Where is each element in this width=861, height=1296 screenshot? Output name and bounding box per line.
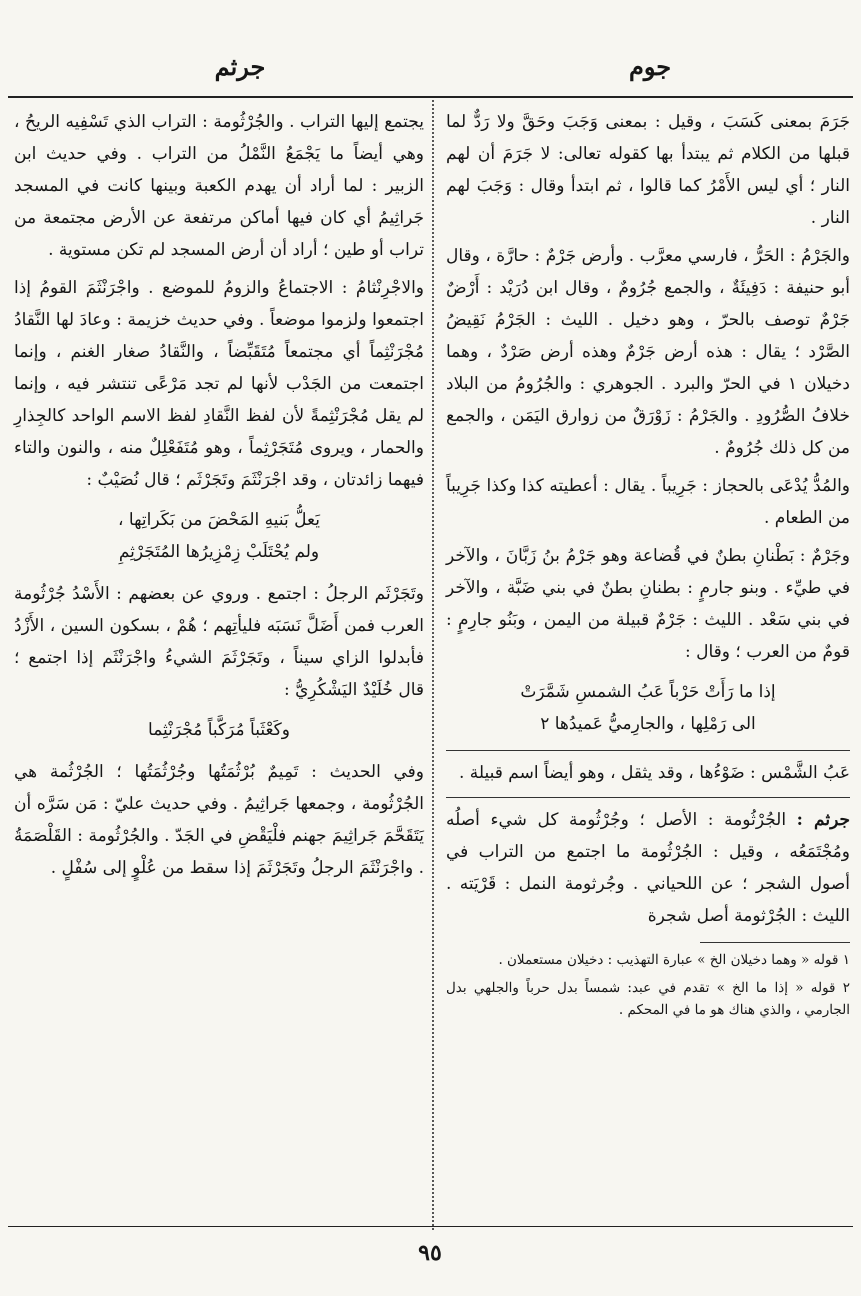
separator-rule [446, 797, 850, 798]
paragraph: والاجْرِنْثامُ : الاجتماعُ والزومُ للموضع . واجْرَنْثَمَ القومُ إذا اجتمعوا ولزموا موضعاً . وفي حديث خزيمة : وعادَ لها النَّقادُ مُجْرَنْثِماً أي مجتمعاً مُتَقَبِّضاً ، والنَّقادُ صغار الغنم ، وإنما اجتمعت من الجَدْب لأنها لم تجد مَرْعًى تنتشر فيه ، وإنما لم يقل مُجْرَنْثِمةً لأن لفظ النَّقادِ لفظ الاسم الواحد كالجِذارِ والحمار ، ويروى مُتَجَرْثِماً ، وهو مُتَفَعْلِلٌ منه ، والنون والتاء فيهما زائدتان ، وقد اجْرَنْثَمَ وتَجَرْثَم ؛ قال نُصَيْبٌ : [14, 278, 424, 490]
entry-paragraph [446, 804, 850, 932]
header-rule [8, 96, 853, 98]
paragraph: وجَرْمٌ : بَطْنانِ بطنٌ في قُضاعة وهو جَرْمُ بنُ زَبَّانَ ، والآخر في طيِّء . وبنو جارمٍ : بطنانِ بطنٌ في بني ضَبَّة ، والآخر في بني سَعْد . الليث : جَرْمٌ قبيلة من اليمن ، وبَنُو جارِمٍ : قومٌ من العرب ؛ وقال : [446, 546, 850, 662]
verse-line: وكَعْثَباً مُرَكَّباً مُجْرَنْثِما [148, 720, 290, 740]
verse [446, 676, 850, 740]
entry-headword: جرثم : [796, 810, 850, 830]
paragraph: والجَرْمُ : الحَرُّ ، فارسي معرَّب . وأرض جَرْمٌ : حارَّة ، وقال أبو حنيفة : دَفِيئَةٌ ، والجمع جُرُومٌ ، وقال ابن دُرَيْد : أَرْضٌ جَرْمٌ توصف بالحرّ ، وهو دخيل . الليث : الجَرْمُ نَقِيضُ الصَّرْد ؛ يقال : هذه أرض جَرْمٌ وهذه أرض صَرْدٌ ، وهما دخيلان ١ في الحرّ والبرد . الجوهري : والجُرُومُ من البلاد خلافُ الصُّرُودِ . والجَرْمُ : زَوْرَقٌ من زوارق اليَمَن ، والجمع من كل ذلك جُرُومٌ . [446, 246, 850, 458]
column-divider [432, 100, 434, 1230]
verse-line: إذا ما رَأَتْ حَرْباً عَبُ الشمسِ شَمَّرَتْ [520, 682, 776, 702]
paragraph: يجتمع إليها التراب . والجُرْثُومة : التراب الذي تَسْفِيه الريحُ ، وهي أيضاً ما يَجْمَعُ النَّمْلُ من التراب . وفي حديث ابن الزبير : لما أراد أن يهدم الكعبة وبينها كانت في المسجد جَراثِيمُ أي كان فيها أماكن مرتفعة عن الأرض مجتمعة من تراب أو طين ؛ أراد أن أرض المسجد لم تكن مستوية . [14, 112, 424, 260]
verse [14, 504, 424, 568]
verse-line: الى رَمْلِها ، والجارِميُّ عَميدُها ٢ [540, 714, 756, 734]
entry-text: الجُرْثُومة : الأصل ؛ وجُرْثُومة كل شيء أصلُه ومُجْتَمَعُه ، وقيل : الجُرْثُومة ما اجتمع من التراب في أصول الشجر ؛ عن اللحياني . وجُرثومة النمل : قَرْيَته . الليث : الجُرْثومة أصل شجرة [446, 810, 850, 926]
separator-rule [446, 750, 850, 751]
paragraph: عَبُ الشَّمْس : ضَوْءُها ، وقد يثقل ، وهو أيضاً اسم قبيلة . [458, 763, 850, 783]
paragraph: جَرَمَ بمعنى كَسَبَ ، وقيل : بمعنى وَجَبَ وحَقَّ ولا رَدٌّ لما قبلها من الكلام ثم يبتدأ بها كقوله تعالى: لا جَرَمَ أن لهم النار ؛ أي ليس الأَمْرُ كما قالوا ، ثم ابتدأ وقال : وَجَبَ لهم النار . [446, 112, 850, 228]
footnote: ١ قوله « وهما دخيلان الخ » عبارة التهذيب : دخيلان مستعملان . [498, 952, 850, 968]
paragraph: والمُدُّ يُدْعَى بالحجاز : جَرِيباً . يقال : أعطيته كذا وكذا جَرِيباً من الطعام . [446, 476, 850, 528]
footnote-rule [700, 942, 850, 943]
verse [14, 714, 424, 746]
header-word-left: جرثم [214, 52, 266, 81]
header-word-right: جوم [628, 52, 672, 81]
footnote: ٢ قوله « إذا ما الخ » تقدم في عبد: شمساً بدل حرباً والجلهي بدل الجارمي ، والذي هناك هو ما في المحكم . [446, 980, 850, 1018]
left-column [14, 106, 424, 890]
paragraph: وتَجَرْثَم الرجلُ : اجتمع . وروي عن بعضهم : الأَسْدُ جُرْثُومة العرب فمن أَضَلَّ نَسَبَه فليأتِهم ؛ هُمْ ، بسكون السين ، الأَزْدُ فأبدلوا الزاي سيناً ، وتَجَرْثَمَ الشيءُ واجْرَنْثَم إذا اجتمع ؛ قال خُلَيْدٌ اليَشْكُرِيُّ : [14, 584, 424, 700]
right-column [446, 106, 850, 1027]
page-number: ٩٥ [418, 1240, 442, 1266]
bottom-rule [8, 1226, 853, 1227]
verse-line: ولم يُحْتَلَبْ زِمْزِيرُها المُتَجَرْثِمِ [118, 542, 320, 562]
paragraph: وفي الحديث : تَمِيمٌ بُرْثُمَتُها وجُرْثُمَتُها ؛ الجُرْثُمة هي الجُرْثُومة ، وجمعها جَراثِيمُ . وفي حديث عليّ : مَن سَرَّه أن يَتَقَحَّمَ جَراثِيمَ جهنم فلْيَقْضِ في الجَدّ . والجُرْثُومة : القَلْصَمَةُ . واجْرَنْثَمَ الرجلُ وتَجَرْثَمَ إذا سقط من عُلْوٍ إلى سُفْلٍ . [14, 762, 424, 878]
verse-line: يَعلُّ بَنيهِ المَحْضَ من بَكَراتِها ، [118, 510, 320, 530]
